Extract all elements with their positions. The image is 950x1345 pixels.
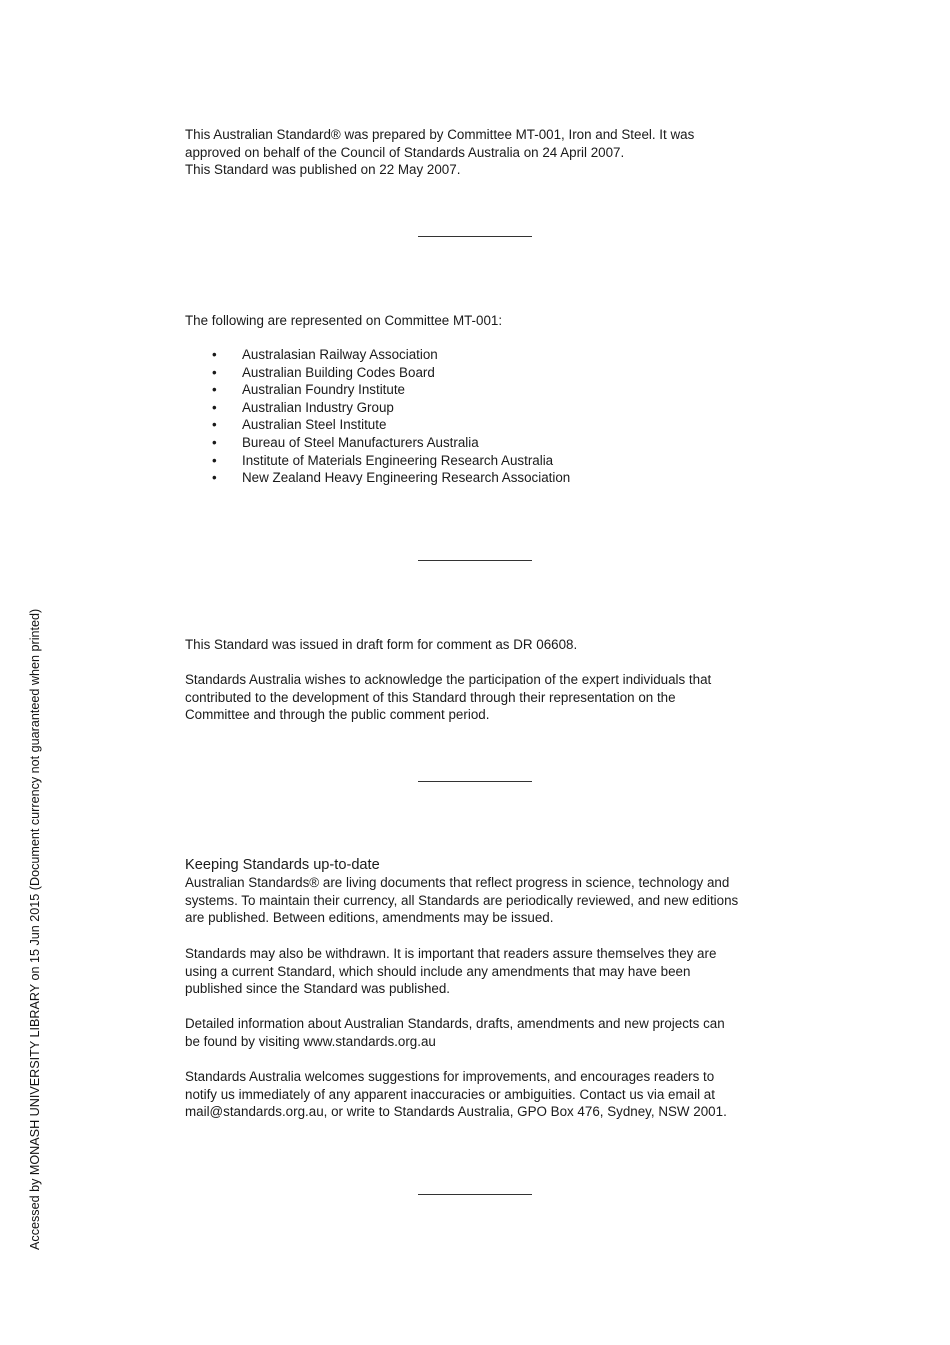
contact-paragraph xyxy=(185,1068,775,1121)
paragraph-line: Detailed information about Australian Standards, drafts, amendments and new projects can xyxy=(185,1016,725,1031)
committee-member: New Zealand Heavy Engineering Research Association xyxy=(242,470,571,486)
list-item xyxy=(185,381,775,399)
bullet-icon: • xyxy=(212,434,217,450)
bullet-icon: • xyxy=(212,347,217,362)
paragraph-line: Standards may also be withdrawn. It is important that readers assure themselves they are xyxy=(185,946,717,961)
acknowledgement-line: contributed to the development of this Standard through their representation on the xyxy=(185,689,676,705)
approval-statement xyxy=(185,126,775,179)
approval-line: This Australian Standard® was prepared by Committee MT-001, Iron and Steel. It was xyxy=(185,127,695,142)
information-paragraph xyxy=(185,1015,775,1050)
paragraph-line: mail@standards.org.au, or write to Standards Australia, GPO Box 476, Sydney, NSW 2001. xyxy=(185,1104,727,1120)
acknowledgement-line: Standards Australia wishes to acknowledge the participation of the expert individuals that xyxy=(185,672,712,687)
paragraph-line: notify us immediately of any apparent inaccuracies or ambiguities. Contact us via email at xyxy=(185,1086,715,1102)
list-item xyxy=(185,469,775,487)
committee-member: Institute of Materials Engineering Research Australia xyxy=(242,452,554,468)
paragraph-line: using a current Standard, which should include any amendments that may have been xyxy=(185,963,691,979)
currency-paragraph xyxy=(185,874,775,927)
acknowledgement-paragraph xyxy=(185,671,775,724)
section-divider xyxy=(418,1194,532,1195)
committee-member: Australian Industry Group xyxy=(242,399,394,415)
bullet-icon: • xyxy=(212,470,217,486)
section-divider xyxy=(418,560,532,561)
access-watermark: Accessed by MONASH UNIVERSITY LIBRARY on 15 Jun 2015 (Document currency not guaranteed when printed) xyxy=(28,608,42,1250)
section-divider xyxy=(418,781,532,782)
committee-member: Australasian Railway Association xyxy=(242,347,438,362)
paragraph-line: Standards Australia welcomes suggestions for improvements, and encourages readers to xyxy=(185,1069,715,1084)
list-item xyxy=(185,434,775,452)
bullet-icon: • xyxy=(212,452,217,468)
publication-line: This Standard was published on 22 May 2007. xyxy=(185,162,461,178)
list-item xyxy=(185,399,775,417)
bullet-icon: • xyxy=(212,399,217,415)
committee-member: Bureau of Steel Manufacturers Australia xyxy=(242,434,479,450)
draft-notice: This Standard was issued in draft form for comment as DR 06608. xyxy=(185,637,578,652)
list-item xyxy=(185,346,775,364)
committee-intro: The following are represented on Committee MT-001: xyxy=(185,313,503,328)
paragraph-line: published since the Standard was published. xyxy=(185,981,451,997)
list-item xyxy=(185,452,775,470)
section-heading: Keeping Standards up-to-date xyxy=(185,857,380,873)
acknowledgement-line: Committee and through the public comment period. xyxy=(185,707,490,723)
approval-line: approved on behalf of the Council of Standards Australia on 24 April 2007. xyxy=(185,144,625,160)
paragraph-line: be found by visiting www.standards.org.au xyxy=(185,1033,436,1049)
bullet-icon: • xyxy=(212,382,217,398)
withdrawal-paragraph xyxy=(185,945,775,998)
list-item xyxy=(185,416,775,434)
bullet-icon: • xyxy=(212,364,217,380)
paragraph-line: Australian Standards® are living documents that reflect progress in science, technology and xyxy=(185,875,730,890)
paragraph-line: systems. To maintain their currency, all Standards are periodically reviewed, and new editions xyxy=(185,892,739,908)
list-item xyxy=(185,364,775,382)
committee-member-list xyxy=(185,346,775,487)
paragraph-line: are published. Between editions, amendments may be issued. xyxy=(185,910,554,926)
bullet-icon: • xyxy=(212,417,217,433)
committee-member: Australian Building Codes Board xyxy=(242,364,435,380)
committee-member: Australian Steel Institute xyxy=(242,417,387,433)
committee-member: Australian Foundry Institute xyxy=(242,382,406,398)
section-divider xyxy=(418,236,532,237)
